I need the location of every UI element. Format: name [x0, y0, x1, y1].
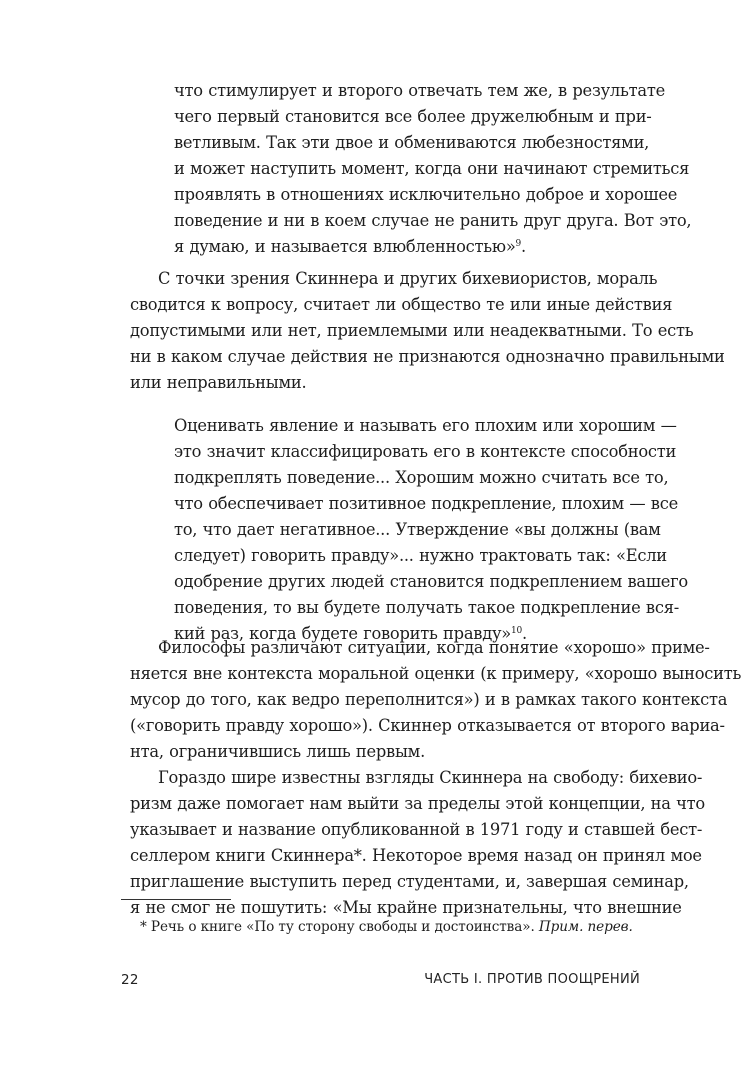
paragraph-1 [130, 266, 725, 396]
text-line: это значит классифицировать его в контексте способности [174, 442, 677, 461]
text-line: или неправильными. [130, 373, 307, 392]
text-line: ризм даже помогает нам выйти за пределы этой концепции, на что [130, 794, 705, 813]
text-line: и может наступить момент, когда они начинают стремиться [174, 159, 690, 178]
text-line: следует) говорить правду»... нужно трактовать так: «Если [174, 546, 667, 565]
text-line: что обеспечивает позитивное подкрепление, плохим — все [174, 494, 678, 513]
text-line: Философы различают ситуации, когда понятие «хорошо» приме- [158, 638, 710, 657]
text-line-last: кий раз, когда будете говорить правду»$^{10}$. [174, 624, 527, 643]
text-line: проявлять в отношениях исключительно доброе и хорошее [174, 185, 678, 204]
text-line: Оценивать явление и называть его плохим или хорошим — [174, 416, 677, 435]
footnote-ref: 10 [511, 626, 522, 636]
footnote-ref: 9 [515, 239, 522, 249]
text-line: мусор до того, как ведро переполнится») и в рамках такого контекста [130, 690, 728, 709]
footnote-divider [121, 899, 231, 900]
text-line: поведение и ни в коем случае не ранить друг друга. Вот это, [174, 211, 692, 230]
text-line: ветливым. Так эти двое и обмениваются любезностями, [174, 133, 650, 152]
text-line: приглашение выступить перед студентами, и, завершая семинар, [130, 872, 689, 891]
text-line: одобрение других людей становится подкреплением вашего [174, 572, 688, 591]
footnote-note: Прим. перев. [538, 919, 633, 935]
text-line: сводится к вопросу, считает ли общество те или иные действия [130, 295, 673, 314]
text-line: С точки зрения Скиннера и других бихевиористов, мораль [158, 269, 658, 288]
text-line: няется вне контекста моральной оценки (к примеру, «хорошо выносить [130, 664, 742, 683]
text-line: подкреплять поведение... Хорошим можно считать все то, [174, 468, 669, 487]
text-line: кий раз, когда будете говорить правду» [174, 624, 512, 643]
footnote-text: * Речь о книге «По ту сторону свободы и достоинства». [140, 919, 535, 935]
text-line: селлером книги Скиннера*. Некоторое время назад он принял мое [130, 846, 702, 865]
text-line: указывает и название опубликованной в 1971 году и ставшей бест- [130, 820, 703, 839]
footnote [140, 917, 640, 937]
running-head: ЧАСТЬ I. ПРОТИВ ПООЩРЕНИЙ [424, 972, 640, 987]
text-line: я думаю, и называется влюбленностью» [174, 237, 516, 256]
text-line: («говорить правду хорошо»). Скиннер отказывается от второго вариа- [130, 716, 725, 735]
text-line: ни в каком случае действия не признаются однозначно правильными [130, 347, 725, 366]
text-line: нта, ограничившись лишь первым. [130, 742, 426, 761]
text-line: поведения, то вы будете получать такое подкрепление вся- [174, 598, 679, 617]
text-line: что стимулирует и второго отвечать тем же, в результате [174, 81, 665, 100]
block-quote-2 [174, 413, 688, 647]
text-line: Гораздо шире известны взгляды Скиннера на свободу: бихевио- [158, 768, 703, 787]
page-number: 22 [121, 972, 139, 988]
block-quote-1 [174, 78, 692, 260]
paragraph-2 [130, 635, 742, 921]
text-line: допустимыми или нет, приемлемыми или неадекватными. То есть [130, 321, 694, 340]
text-line: то, что дает негативное... Утверждение «вы должны (вам [174, 520, 661, 539]
text-line: я не смог не пошутить: «Мы крайне признательны, что внешние [130, 898, 682, 917]
text-line-last: я думаю, и называется влюбленностью»$^9$. [174, 237, 526, 256]
text-line: чего первый становится все более дружелюбным и при- [174, 107, 652, 126]
